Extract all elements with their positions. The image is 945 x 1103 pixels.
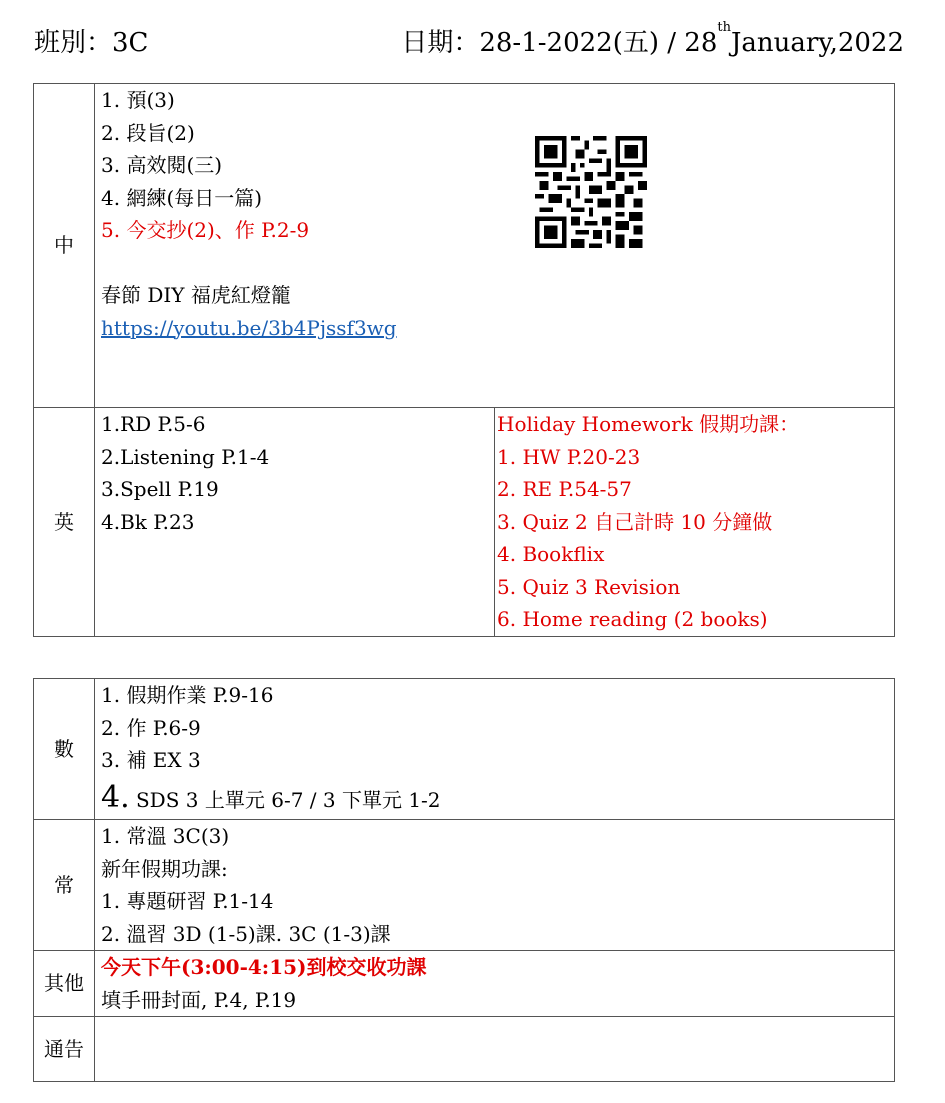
page-header	[34, 22, 904, 66]
english-holiday-item: 2. RE P.54-57	[497, 477, 632, 501]
chinese-item-1: 1. 預(3)	[101, 88, 175, 112]
english-holiday-item: 5. Quiz 3 Revision	[497, 574, 681, 599]
subject-others: 其他	[34, 951, 95, 1017]
english-holiday-item: 6. Home reading (2 books)	[497, 607, 768, 631]
math-item: 2. 作 P.6-9	[101, 715, 201, 740]
math-item: 1. 假期作業 P.9-16	[101, 683, 274, 707]
english-left-item: 3.Spell P.19	[101, 477, 219, 501]
chinese-extra-title: 春節 DIY 福虎紅燈籠	[101, 283, 291, 307]
date-label: 日期：28-1-2022(五) / 28thJanuary,2022	[401, 20, 904, 58]
math-item: 3. 補 EX 3	[101, 748, 201, 772]
english-left-item: 1.RD P.5-6	[101, 412, 206, 436]
class-label: 班別：3C	[34, 28, 149, 58]
homework-table-2	[33, 678, 895, 1082]
subject-chinese: 中	[34, 84, 95, 408]
chinese-item-5: 5. 今交抄(2)、作 P.2-9	[101, 218, 310, 242]
subject-math: 數	[34, 679, 95, 820]
general-item: 1. 專題研習 P.1-14	[101, 889, 274, 913]
english-left-item: 4.Bk P.23	[101, 509, 195, 534]
general-item: 新年假期功課:	[101, 856, 228, 881]
english-left	[95, 408, 495, 637]
english-holiday-item: 4. Bookflix	[497, 542, 605, 566]
others-content	[95, 951, 895, 1017]
qr-code-icon	[535, 136, 647, 248]
english-holiday-item: 1. HW P.20-23	[497, 444, 641, 469]
subject-notice: 通告	[34, 1017, 95, 1082]
math-content	[95, 679, 895, 820]
chinese-item-3: 3. 高效閱(三)	[101, 153, 223, 177]
chinese-item-2: 2. 段旨(2)	[101, 120, 195, 145]
english-holiday-title: Holiday Homework 假期功課：	[497, 412, 800, 436]
english-holiday-item: 3. Quiz 2 自己計時 10 分鐘做	[497, 509, 773, 534]
others-highlight: 今天下午(3:00-4:15)到校交收功課	[101, 955, 427, 979]
homework-table-1	[33, 83, 895, 637]
others-text: 填手冊封面, P.4, P.19	[101, 987, 297, 1012]
math-item-4: 4. SDS 3 上單元 6-7 / 3 下單元 1-2	[101, 779, 441, 815]
subject-english: 英	[34, 408, 95, 637]
chinese-content	[95, 84, 895, 408]
general-item: 1. 常溫 3C(3)	[101, 824, 230, 848]
subject-general: 常	[34, 820, 95, 951]
english-left-item: 2.Listening P.1-4	[101, 444, 270, 469]
youtube-link[interactable]: https://youtu.be/3b4Pjssf3wg	[101, 315, 397, 340]
general-item: 2. 溫習 3D (1-5)課. 3C (1-3)課	[101, 921, 391, 946]
notice-content	[95, 1017, 895, 1082]
general-content	[95, 820, 895, 951]
english-holiday	[495, 408, 895, 637]
chinese-item-4: 4. 網練(每日一篇)	[101, 185, 263, 210]
